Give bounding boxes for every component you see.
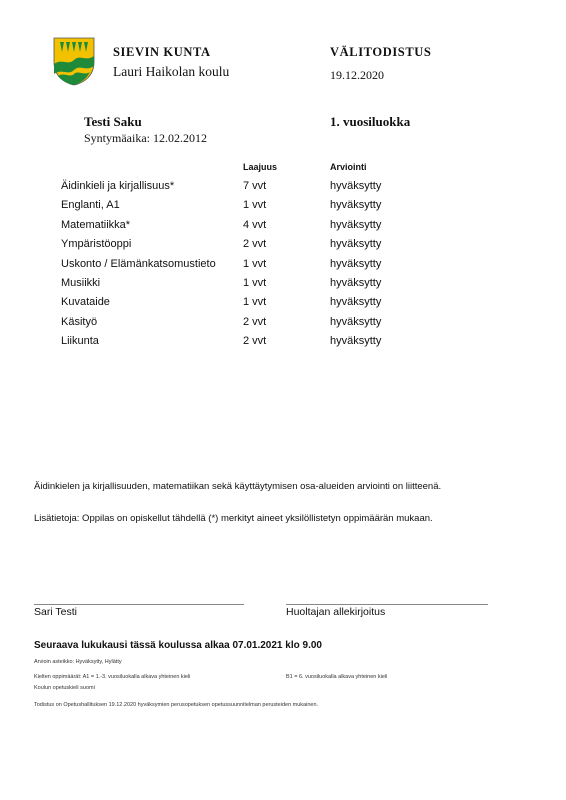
- table-row: [0, 296, 566, 315]
- subject-evaluation: hyväksytty: [330, 180, 382, 192]
- table-row: [0, 199, 566, 218]
- table-row: [0, 277, 566, 296]
- footer-language-b1: B1 = 6. vuosiluokalla alkava yhteinen kieli: [286, 674, 388, 680]
- subject-name: Käsityö: [61, 315, 98, 328]
- subject-name: Äidinkieli ja kirjallisuus*: [61, 180, 175, 192]
- table-row: [0, 219, 566, 238]
- footer-curriculum-note: Todistus on Opetushallituksen 19.12.2020 hyväksymien perusopetuksen opetussuunnitelman perusteiden mukainen.: [34, 702, 319, 708]
- subject-evaluation: hyväksytty: [330, 335, 382, 348]
- table-row: [0, 316, 566, 335]
- attachment-note: Äidinkielen ja kirjallisuuden, matematiikan sekä käyttäytymisen osa-alueiden arviointi on liitteenä.: [34, 481, 442, 492]
- subject-scope: 1 vvt: [243, 257, 267, 270]
- subject-evaluation: hyväksytty: [330, 218, 382, 231]
- subject-evaluation: hyväksytty: [330, 199, 382, 212]
- subject-scope: 7 vvt: [243, 180, 267, 192]
- subject-scope: 2 vvt: [243, 238, 267, 251]
- teacher-signature-line: [34, 604, 244, 605]
- table-row: [0, 258, 566, 277]
- subject-name: Musiikki: [61, 276, 101, 289]
- subject-evaluation: hyväksytty: [330, 238, 382, 251]
- subject-scope: 1 vvt: [243, 199, 267, 212]
- subject-scope: 2 vvt: [243, 315, 267, 328]
- municipality-crest-icon: [52, 36, 96, 86]
- footer-grading-scale: Arvioin asteikko: Hyväksytty, Hylätty: [34, 659, 122, 665]
- subject-evaluation: hyväksytty: [330, 296, 382, 309]
- subject-name: Englanti, A1: [61, 199, 120, 212]
- teacher-name: Sari Testi: [34, 606, 77, 618]
- student-name: Testi Saku: [84, 114, 142, 129]
- table-row: [0, 180, 566, 199]
- guardian-signature-line: [286, 604, 488, 605]
- additional-info-note: Lisätietoja: Oppilas on opiskellut tähdellä (*) merkityt aineet yksilöllistetyn oppimäärän mukaan.: [34, 513, 433, 524]
- subject-name: Kuvataide: [61, 296, 110, 309]
- document-title: VÄLITODISTUS: [330, 45, 432, 59]
- subject-evaluation: hyväksytty: [330, 276, 382, 289]
- subject-scope: 2 vvt: [243, 335, 267, 348]
- subject-scope: 1 vvt: [243, 296, 267, 309]
- table-row: [0, 238, 566, 257]
- subject-name: Matematiikka*: [61, 218, 131, 231]
- column-header-eval: Arviointi: [330, 162, 367, 172]
- school-name: Lauri Haikolan koulu: [113, 64, 230, 79]
- subject-scope: 1 vvt: [243, 276, 267, 289]
- grade-level: 1. vuosiluokka: [330, 114, 411, 129]
- guardian-signature-label: Huoltajan allekirjoitus: [286, 606, 386, 618]
- dob-label: Syntymäaika:: [84, 131, 150, 145]
- document-date: 19.12.2020: [330, 68, 384, 82]
- subject-name: Ympäristöoppi: [61, 238, 132, 251]
- table-row: [0, 335, 566, 354]
- subject-evaluation: hyväksytty: [330, 315, 382, 328]
- subject-name: Liikunta: [61, 335, 99, 348]
- footer-language-a1: Kielten oppimäärät: A1 = 1.-3. vuosiluokalla alkava yhteinen kieli: [34, 674, 191, 680]
- subject-evaluation: hyväksytty: [330, 257, 382, 270]
- dob-value: 12.02.2012: [153, 131, 207, 145]
- subject-scope: 4 vvt: [243, 218, 267, 231]
- footer-teaching-language: Koulun opetuskieli suomi: [34, 685, 95, 691]
- column-header-scope: Laajuus: [243, 162, 278, 172]
- subject-name: Uskonto / Elämänkatsomustieto: [61, 257, 216, 270]
- municipality-name: SIEVIN KUNTA: [113, 45, 211, 59]
- next-term-notice: Seuraava lukukausi tässä koulussa alkaa 07.01.2021 klo 9.00: [34, 640, 322, 651]
- grades-table: [0, 180, 566, 355]
- student-dob: [84, 131, 207, 146]
